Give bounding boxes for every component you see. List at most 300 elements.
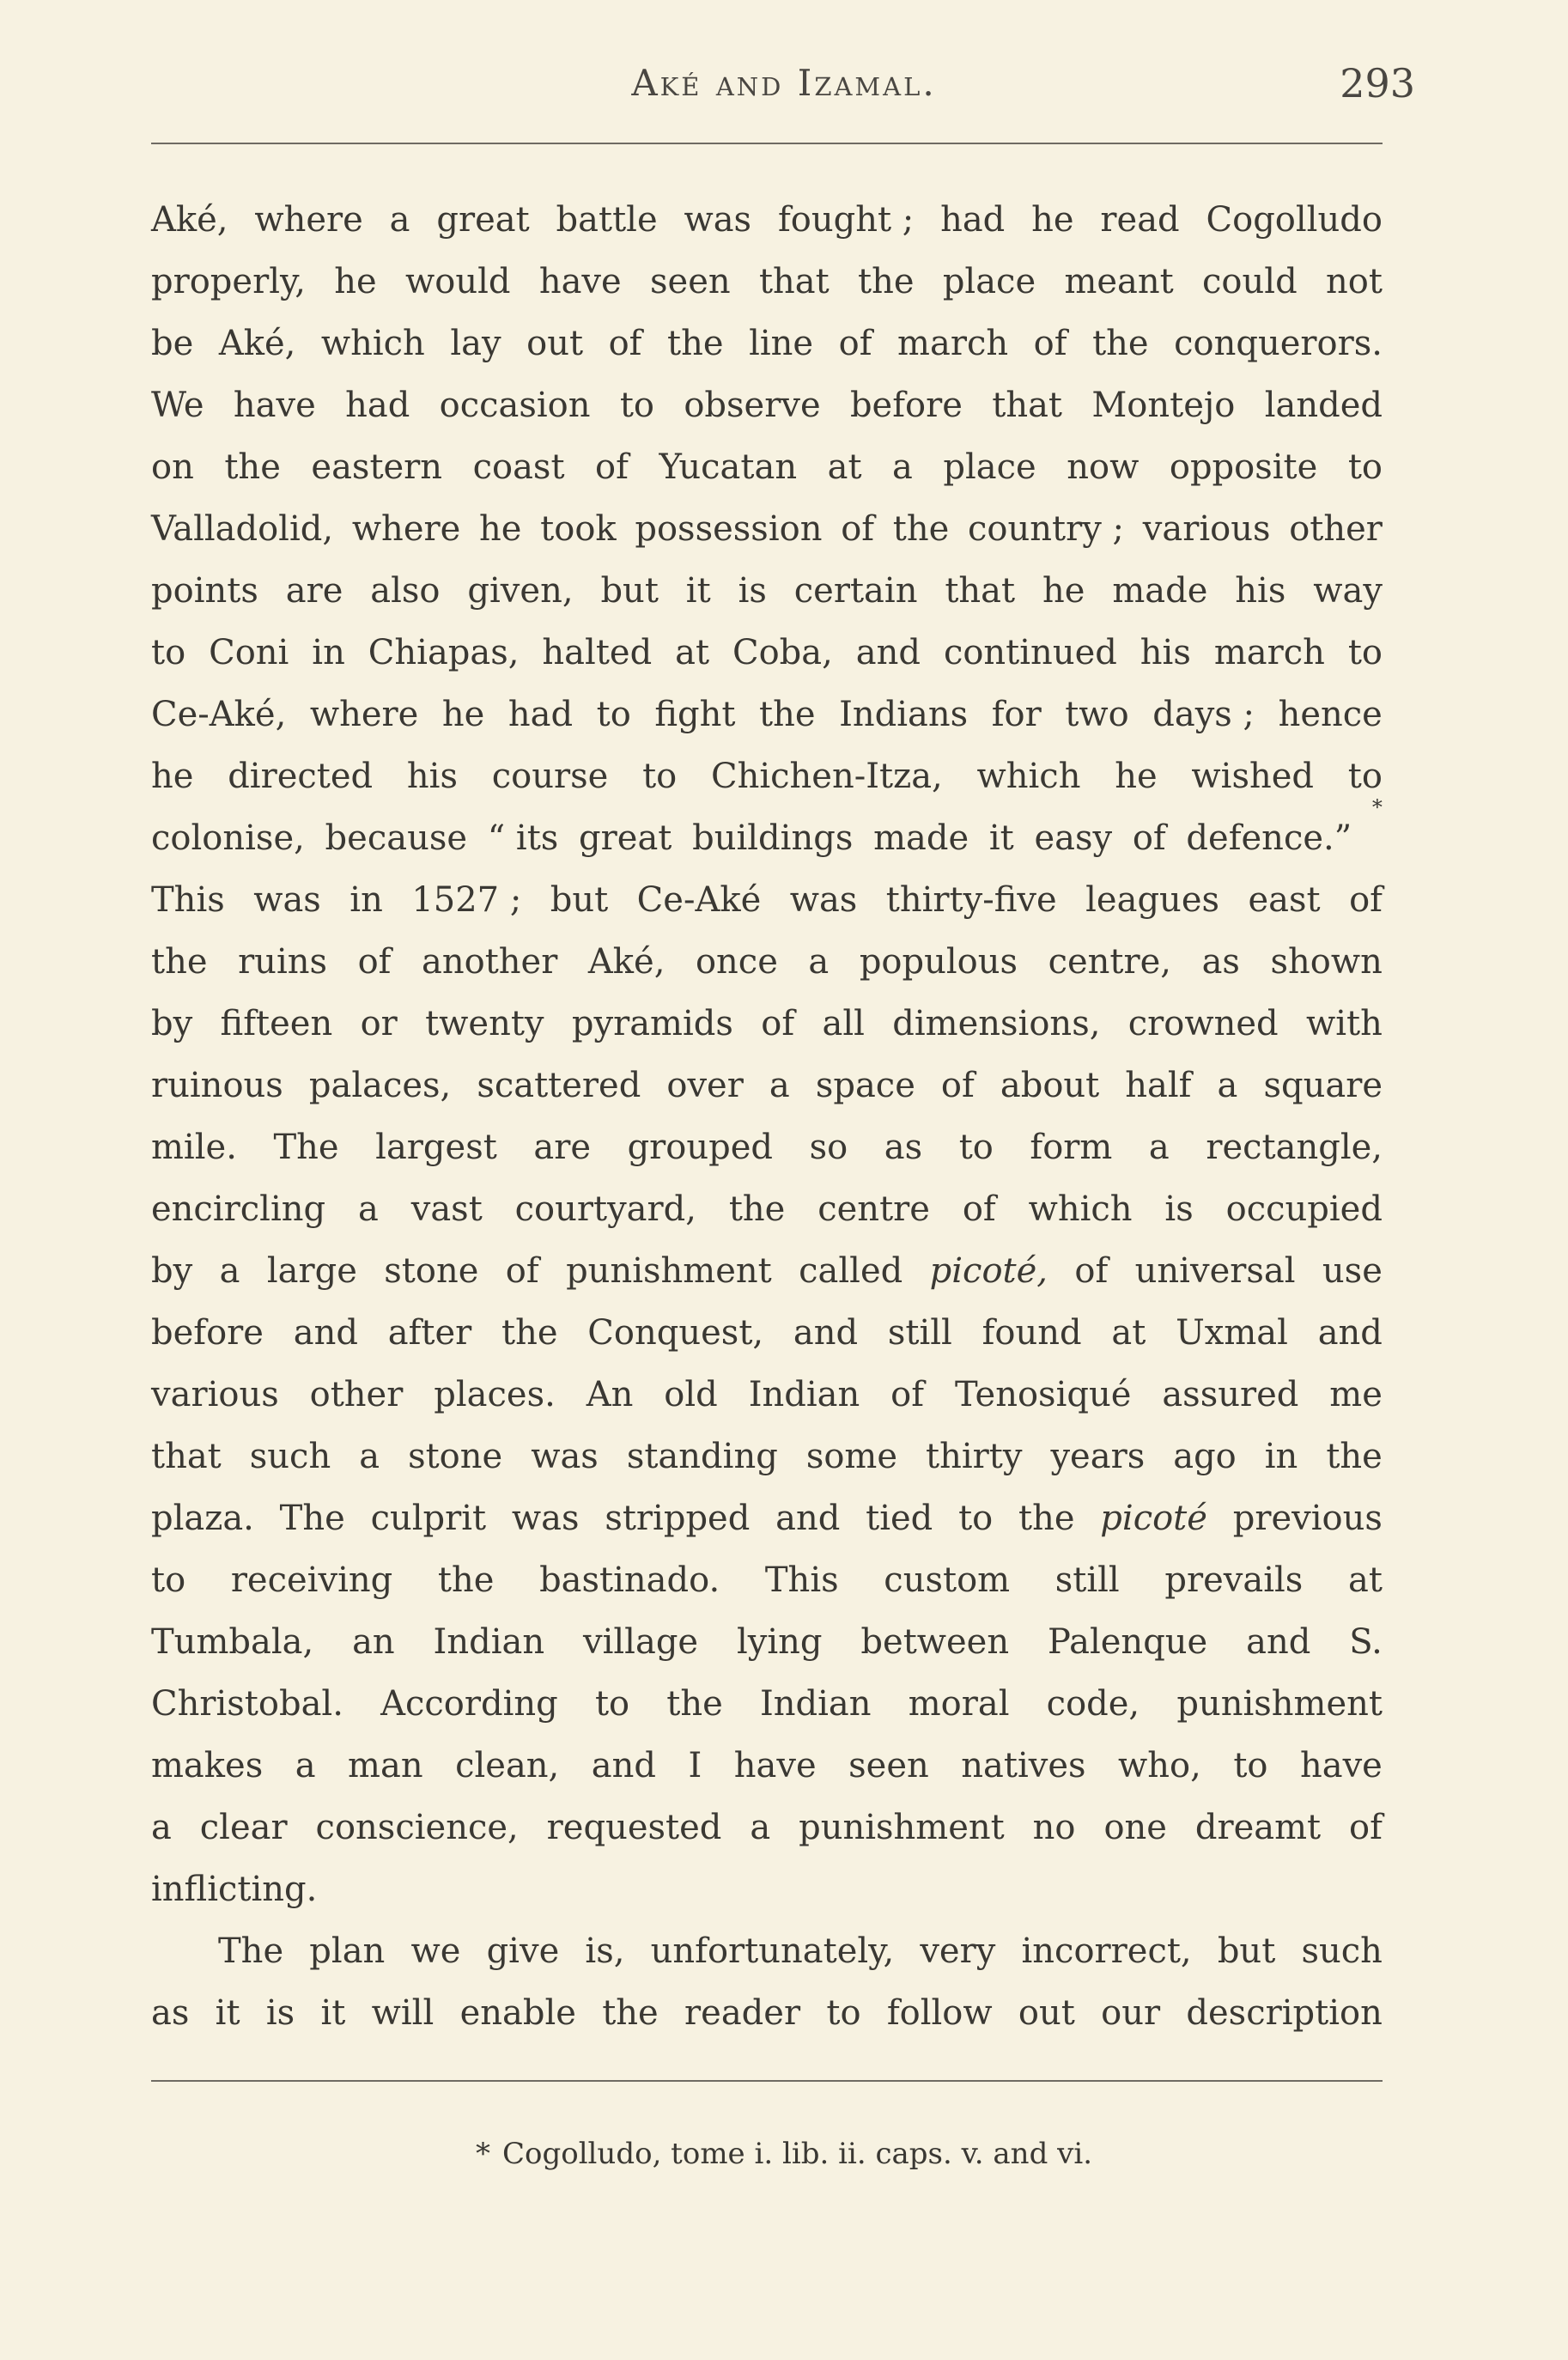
word: still [887,1313,952,1353]
word: between [860,1622,1010,1662]
word: 1527 ; [411,880,522,920]
word: will [371,1993,435,2033]
word: square [1263,1066,1383,1105]
text-line [151,1920,1383,1982]
word: centre [817,1189,930,1229]
word: vast [410,1189,483,1229]
word: or [360,1004,398,1043]
word: village [583,1622,699,1662]
word: years [1050,1437,1146,1476]
word: to [958,1128,994,1167]
word: to [1347,633,1383,672]
word: our [1101,1993,1161,2033]
word: clear [199,1808,288,1847]
text-line [151,251,1383,313]
word: half [1125,1066,1192,1105]
word: space [815,1066,915,1105]
word: the [1092,324,1149,363]
text-line [151,1302,1383,1364]
word: and [293,1313,358,1353]
word: are [533,1128,591,1167]
word: fight [654,695,736,734]
word: he [441,695,485,734]
word: to [151,1560,186,1600]
word: and [855,633,921,672]
word: punishment [799,1808,1005,1847]
word: plan [309,1931,386,1971]
word: Palenque [1048,1622,1208,1662]
word: occupied [1225,1189,1383,1229]
word: the [1018,1499,1075,1538]
word: have [538,262,622,301]
word: a [769,1066,790,1105]
text-line [151,795,1383,869]
word: crowned [1127,1004,1279,1043]
word: some [805,1437,898,1476]
text-line [151,993,1383,1055]
word: before [151,1313,264,1353]
word: clean, [455,1746,560,1785]
word: punishment [1176,1684,1383,1724]
word: The [218,1931,284,1971]
text-line [151,1178,1383,1240]
word: had [507,695,574,734]
text-line [151,931,1383,993]
text-line [151,745,1383,807]
word: Ce-Aké [636,880,762,920]
word: of [608,324,642,363]
word: would [405,262,511,301]
text-line [151,1364,1383,1426]
word: stone [384,1251,479,1291]
word: natives [961,1746,1086,1785]
word: he [1042,571,1085,611]
word: he [479,509,522,549]
page-number: 293 [1340,60,1415,106]
word: now [1067,447,1140,487]
word: Cogolludo [1206,200,1383,240]
word: where [309,695,419,734]
word: other [309,1375,404,1414]
text-line [151,1735,1383,1797]
word: the [437,1560,495,1600]
word: Indian [759,1684,872,1724]
word: seen [650,262,731,301]
word: large [266,1251,357,1291]
word: Valladolid, [151,509,334,549]
word: of [1349,880,1383,920]
word: dreamt [1194,1808,1322,1847]
word: Indian [748,1375,860,1414]
word: as [1201,942,1240,982]
text-line [151,869,1383,931]
word: the [892,509,950,549]
word: largest [375,1128,497,1167]
word: of [1033,324,1067,363]
word: made [873,818,969,858]
text-line [151,1487,1383,1549]
word: it [988,818,1014,858]
word: another [422,942,558,982]
running-head-title: Aké and Izamal. [631,62,937,104]
word: continued [943,633,1117,672]
word: universal [1134,1251,1296,1291]
word: punishment [566,1251,772,1291]
word: follow [886,1993,993,2033]
word: grouped [627,1128,774,1167]
word: to [1347,757,1383,796]
word: stripped [605,1499,751,1538]
word: that [945,571,1016,611]
text-line [151,1055,1383,1116]
word: by [151,1251,193,1291]
word: at [1111,1313,1146,1353]
word: it [215,1993,240,2033]
word: great [436,200,530,240]
word: shown [1270,942,1383,982]
word: Coba, [732,633,833,672]
word: inflicting. [151,1870,318,1909]
body-text [151,189,1383,2044]
word: which [1028,1189,1133,1229]
word: courtyard, [514,1189,696,1229]
word: line [749,324,814,363]
word: but [600,571,659,611]
word: According [380,1684,558,1724]
word: description [1186,1993,1383,2033]
word: read [1100,200,1180,240]
word: and [1317,1313,1383,1353]
word: the [224,447,281,487]
word: fifteen [220,1004,333,1043]
word: one [1103,1808,1167,1847]
word: to [1233,1746,1268,1785]
word: of [1074,1251,1109,1291]
word: but [1217,1931,1276,1971]
word: called [799,1251,903,1291]
text-line [151,1611,1383,1673]
text-line [151,1982,1383,2044]
word: of [940,1066,975,1105]
word: he [1031,200,1074,240]
word: in [1264,1437,1298,1476]
text-line [151,1673,1383,1735]
word: opposite [1169,447,1318,487]
word: conquerors. [1174,324,1383,363]
word: certain [793,571,918,611]
word: where [351,509,461,549]
word: ruins [238,942,328,982]
word: in [312,633,345,672]
word: thirty-five [885,880,1057,920]
word: a [750,1808,771,1847]
word: dimensions, [892,1004,1101,1043]
word: give [486,1931,560,1971]
word: ago [1173,1437,1237,1476]
italic-word: picoté, [929,1251,1048,1291]
word: occasion [439,386,591,425]
word: who, [1118,1746,1201,1785]
word: moral [908,1684,1010,1724]
text-line [151,684,1383,745]
word: and [1246,1622,1311,1662]
word: not [1325,262,1383,301]
word: had [345,386,410,425]
word: old [664,1375,718,1414]
word: as [151,1993,190,2033]
word: to [596,695,631,734]
word: a [389,200,410,240]
word: was [684,200,752,240]
word: and [793,1313,859,1353]
word: a [151,1808,172,1847]
word: Tenosiqué [954,1375,1132,1414]
footnote-reference: * [1371,795,1383,819]
word: an [352,1622,395,1662]
word: Tumbala, [151,1622,314,1662]
word: encircling [151,1189,326,1229]
word: on [151,447,194,487]
word: prevails [1164,1560,1304,1600]
word: of [962,1189,996,1229]
word: he [151,757,194,796]
word: We [151,386,204,425]
word: about [1000,1066,1100,1105]
word: march [1213,633,1325,672]
word: are [285,571,343,611]
word: scattered [477,1066,641,1105]
word: to [826,1993,861,2033]
word: thirty [926,1437,1023,1476]
word: This [764,1560,839,1600]
word: could [1202,262,1298,301]
word: the [602,1993,659,2033]
word: his [1140,633,1191,672]
word: me [1329,1375,1383,1414]
word: after [387,1313,472,1353]
footnote-rule [151,2080,1383,2082]
word: battle [556,200,658,240]
word: over [666,1066,744,1105]
text-line [151,1549,1383,1611]
word: colonise, [151,818,305,858]
word: march [897,324,1009,363]
word: of [841,509,875,549]
word: receiving [230,1560,393,1600]
word: have [233,386,316,425]
word: defence.” [1186,818,1352,858]
word: culprit [370,1499,487,1538]
word: the [858,262,915,301]
word: so [809,1128,848,1167]
word: no [1032,1808,1076,1847]
word: Yucatan [659,447,798,487]
word: requested [546,1808,722,1847]
word: because [325,818,468,858]
word: was [253,880,321,920]
text-line [151,1797,1383,1858]
word: a [1148,1128,1170,1167]
word: Chiapas, [368,633,520,672]
word: his [406,757,458,796]
word: still [1054,1560,1120,1600]
word: leagues [1085,880,1220,920]
word: way [1313,571,1383,611]
word: Aké, [151,200,228,240]
word: code, [1046,1684,1140,1724]
word: directed [228,757,374,796]
word: given, [467,571,574,611]
text-line [151,1240,1383,1302]
word: and [591,1746,656,1785]
word: such [1301,1931,1383,1971]
word: to [594,1684,630,1724]
word: is [265,1993,295,2033]
word: of [890,1375,925,1414]
word: An [586,1375,634,1414]
word: meant [1064,262,1174,301]
word: easy [1034,818,1113,858]
word: rectangle, [1206,1128,1383,1167]
italic-word: picoté [1100,1499,1207,1538]
word: “ its [487,818,559,858]
word: course [491,757,609,796]
word: the [759,695,816,734]
text-line [151,1116,1383,1178]
word: which [320,324,425,363]
footnote-marker: * [475,2137,490,2171]
word: centre, [1048,942,1172,982]
word: stone [408,1437,503,1476]
word: reader [684,1993,801,2033]
text-line [151,436,1383,498]
word: standing [626,1437,778,1476]
word: enable [459,1993,576,2033]
word: at [1348,1560,1383,1600]
word: by [151,1004,193,1043]
word: to [619,386,655,425]
footnote-text: Cogolludo, tome i. lib. ii. caps. v. and vi. [501,2137,1093,2171]
text-line [151,374,1383,436]
word: the [501,1313,558,1353]
word: for [991,695,1042,734]
word: where [254,200,363,240]
word: the [151,942,208,982]
word: was [531,1437,599,1476]
word: a [1217,1066,1238,1105]
word: populous [859,942,1018,982]
word: places. [434,1375,556,1414]
word: it [320,1993,346,2033]
word: he [334,262,377,301]
word: The [279,1499,345,1538]
word: use [1322,1251,1383,1291]
word: fought ; [777,200,915,240]
word: to [151,633,186,672]
word: Indian [433,1622,545,1662]
word: coast [472,447,565,487]
word: Aké, [218,324,296,363]
word: buildings [692,818,854,858]
word: is [1164,1189,1194,1229]
word: took [540,509,617,549]
word: a [808,942,830,982]
word: east [1248,880,1321,920]
word: eastern [311,447,443,487]
word: Chichen-Itza, [710,757,943,796]
word: of [838,324,872,363]
word: a [359,1437,380,1476]
word: he [1115,757,1158,796]
word: with [1306,1004,1383,1043]
word: Conquest, [587,1313,764,1353]
word: out [526,324,584,363]
word: S. [1349,1622,1383,1662]
word: of [761,1004,795,1043]
word: a [357,1189,379,1229]
word: conscience, [315,1808,519,1847]
word: of [505,1251,539,1291]
word: all [822,1004,865,1043]
word: we [410,1931,461,1971]
word: found [982,1313,1082,1353]
word: as [884,1128,923,1167]
word: Aké, [587,942,665,982]
word: twenty [425,1004,544,1043]
word: is [738,571,767,611]
word: his [1235,571,1286,611]
word: possession [635,509,823,549]
word: have [1299,1746,1383,1785]
word: mile. [151,1128,237,1167]
word: seen [848,1746,929,1785]
text-line [151,622,1383,684]
word: country ; [968,509,1125,549]
word: that [151,1437,222,1476]
text-line [151,189,1383,251]
word: is, [585,1931,625,1971]
word: two [1065,695,1129,734]
word: the [666,1684,723,1724]
word: it [685,571,711,611]
word: be [151,324,194,363]
word: makes [151,1746,264,1785]
word: before [849,386,963,425]
word: previous [1232,1499,1383,1538]
word: and [775,1499,841,1538]
word: out [1018,1993,1075,2033]
footnote [0,2137,1568,2171]
word: also [370,571,441,611]
word: other [1289,509,1383,549]
word: that [758,262,830,301]
word: to [642,757,678,796]
word: to [958,1499,994,1538]
word: tied [866,1499,933,1538]
word: made [1112,571,1208,611]
text-line [151,560,1383,622]
word: which [976,757,1081,796]
header-rule [151,143,1383,144]
word: wished [1191,757,1315,796]
word: landed [1264,386,1383,425]
word: plaza. [151,1499,254,1538]
word: halted [542,633,653,672]
word: various [151,1375,279,1414]
word: great [579,818,672,858]
word: of [1349,1808,1383,1847]
text-line [151,498,1383,560]
